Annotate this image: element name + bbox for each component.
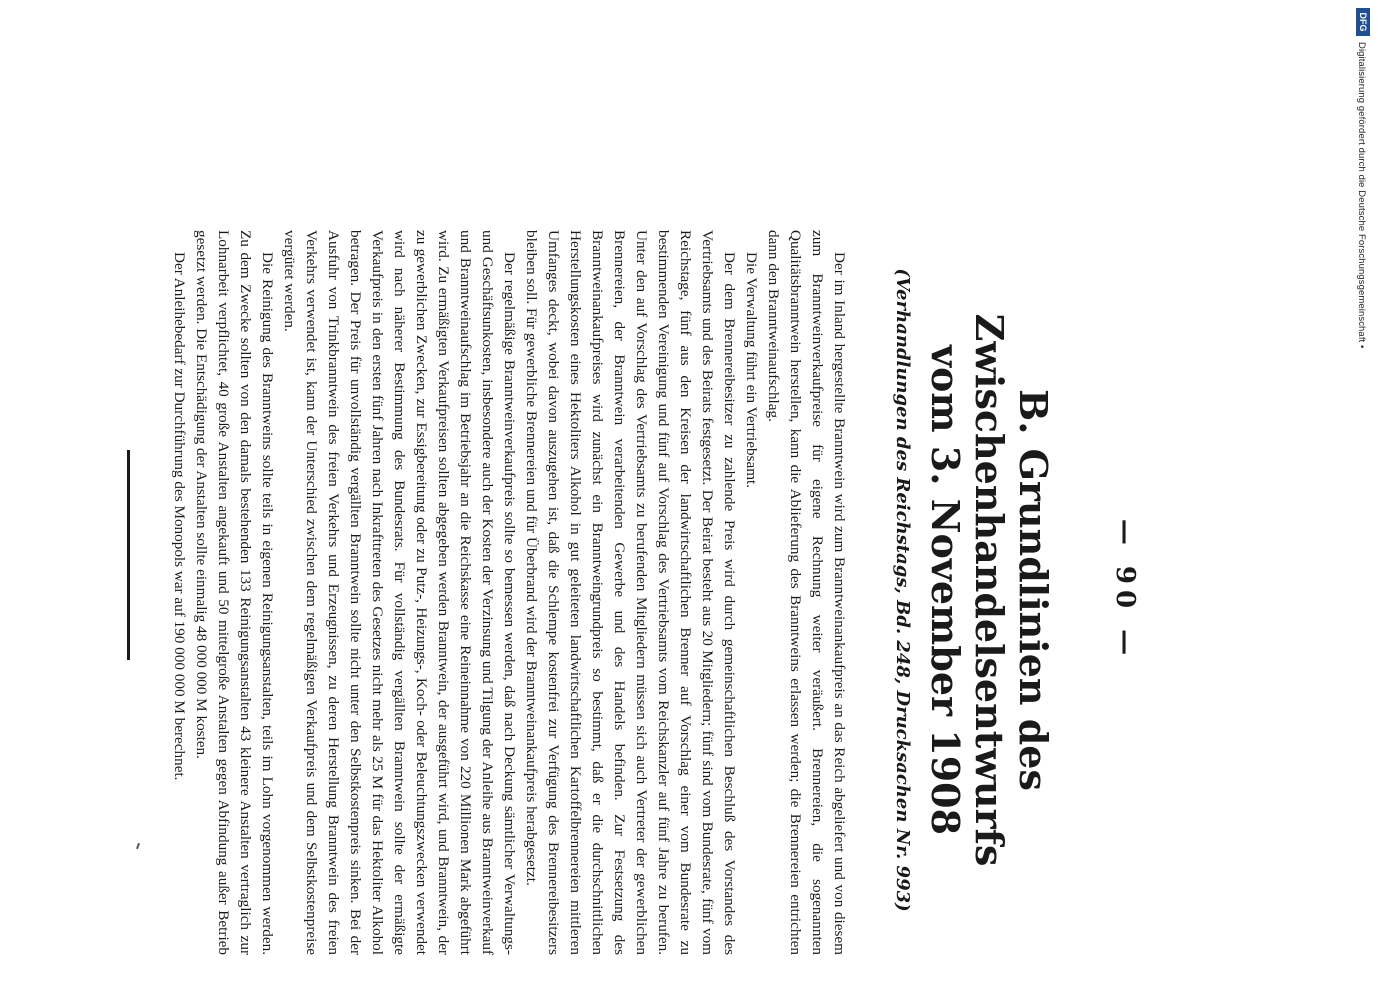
rotated-page xyxy=(100,205,1180,975)
heading-line-1 xyxy=(967,230,1055,950)
page-number: — 90 — xyxy=(1110,518,1140,662)
paragraph: Die Verwaltung führt ein Vertriebsamt. xyxy=(743,252,760,489)
section-divider xyxy=(127,450,130,660)
paragraph: Der regelmäßige Branntweinverkaufpreis sollte so bemessen werden, daß nach Deckung sämtlicher Verwaltungs- und Geschäftsunkosten, insbesondere auch der Kosten der Verzinsung und Tilgung der Anleihe aus Branntweinverkauf und Branntweinaufschlag im Betriebsjahr an die Reichskasse eine Reineinnahme von 220 Millionen Mark abgeführt wird. Zu ermäßigten Verkaufpreisen sollten abgegeben werden Branntwein, der ausgeführt wird, und Branntwein, der zu gewerblichen Zwecken, zur Essigbereitung oder zu Putz-, Heizungs-, Koch- oder Beleuchtungszwecken verwendet wird nach näherer Bestimmung des Bundesrats. Für vollständig vergällten Branntwein sollte der ermäßigte Verkaufpreis in den ersten fünf Jahren nach Inkrafttreten des Gesetzes nicht mehr als 25 M für das Hektoliter Alkohol betragen. Der Preis für unvollständig vergällten Branntwein sollte nicht unter den Selbstkostenpreis sinken. Bei der Ausfuhr von Trinkbranntwein des freien Verkehrs und Erzeugnissen, zu deren Herstellung Branntwein des freien Verkehrs verwendet ist, kann der Unterschied zwischen dem regelmäßigen Verkaufpreis und dem Selbstkostenpreise vergütet werden. xyxy=(281,230,518,955)
subtitle: (Verhandlungen des Reichstags, Bd. 248, Drucksachen Nr. 993) xyxy=(892,268,913,912)
paragraph: Der dem Brennereibesitzer zu zahlende Preis wird durch gemeinschaftlichen Beschluß des Vorstandes des Vertriebsamts und des Beirats festgesetzt. Der Beirat besteht aus 20 Mitgliedern; fünf sind vom Bundesrate, fünf vom Reichstage, fünf aus den Kreisen der landwirtschaftlichen Brenner auf Vorschlag einer vom Bundesrate zu bestimmenden Vereinigung und fünf auf Vorschlag des Vertriebsamts vom Reichskanzler auf fünf Jahre zu berufen. Unter den auf Vorschlag des Vertriebsamts zu berufenden Mitgliedern müssen sich auch Vertreter der gewerblichen Brennereien, der Branntwein verarbeitenden Gewerbe und des Handels befinden. Zur Festsetzung des Branntweinankaufpreises wird zunächst ein Branntweingrundpreis so bestimmt, daß er die durchschnittlichen Herstellungskosten eines Hektoliters Alkohol in gut geleiteten landwirtschaftlichen Kartoffelbrennereien mittleren Umfanges deckt, wobei davon auszugehen ist, daß die Schlempe kostenfrei zur Verfügung des Brennereibesitzers bleiben soll. Für gewerbliche Brennereien und für Überbrand wird der Branntweinankaufpreis herabgesetzt. xyxy=(523,230,738,955)
dfg-credit xyxy=(1352,8,1372,908)
credit-text: Digitalisierung gefördert durch die Deutsche Forschungsgemeinschaft • xyxy=(1356,42,1368,349)
dfg-logo-icon: DFG xyxy=(1356,8,1370,36)
section-heading xyxy=(892,230,1055,950)
paragraph: Die Reinigung des Branntweins sollte teils in eigenen Reinigungsanstalten, teils im Lohn vorgenommen werden. Zu dem Zwecke sollten von den damals bestehenden 133 Reinigungsanstalten 43 kleinere Anstalten vertraglich zur Lohnarbeit verpflichtet, 40 große Anstalten angekauft und 50 mittelgroße Anstalten gegen Abfindung außer Betrieb gesetzt werden. Die Entschädigung der Anstalten sollte einmalig 48 000 000 M kosten. xyxy=(193,230,276,955)
section-letter: B. xyxy=(1011,389,1056,435)
paragraph: Der Anleihebedarf zur Durchführung des Monopols war auf 190 000 000 M berechnet. xyxy=(171,252,188,781)
body-text xyxy=(168,230,850,955)
title-line-1: Grundlinien des Zwischenhandelsentwurfs xyxy=(967,313,1056,867)
title-line-2: vom 3. November 1908 xyxy=(923,344,968,836)
paragraph: Der im Inland hergestellte Branntwein wird zum Branntweinankaufpreis an das Reich abgeliefert und von diesem zum Branntweinverkaufpreise für eigene Rechnung weiter veräußert. Brennereien, die sogenannten Qualitätsbranntwein herstellen, kann die Ablieferung des Branntweins erlassen werden; die Brennereien entrichten dann den Branntweinaufschlag. xyxy=(765,230,848,955)
